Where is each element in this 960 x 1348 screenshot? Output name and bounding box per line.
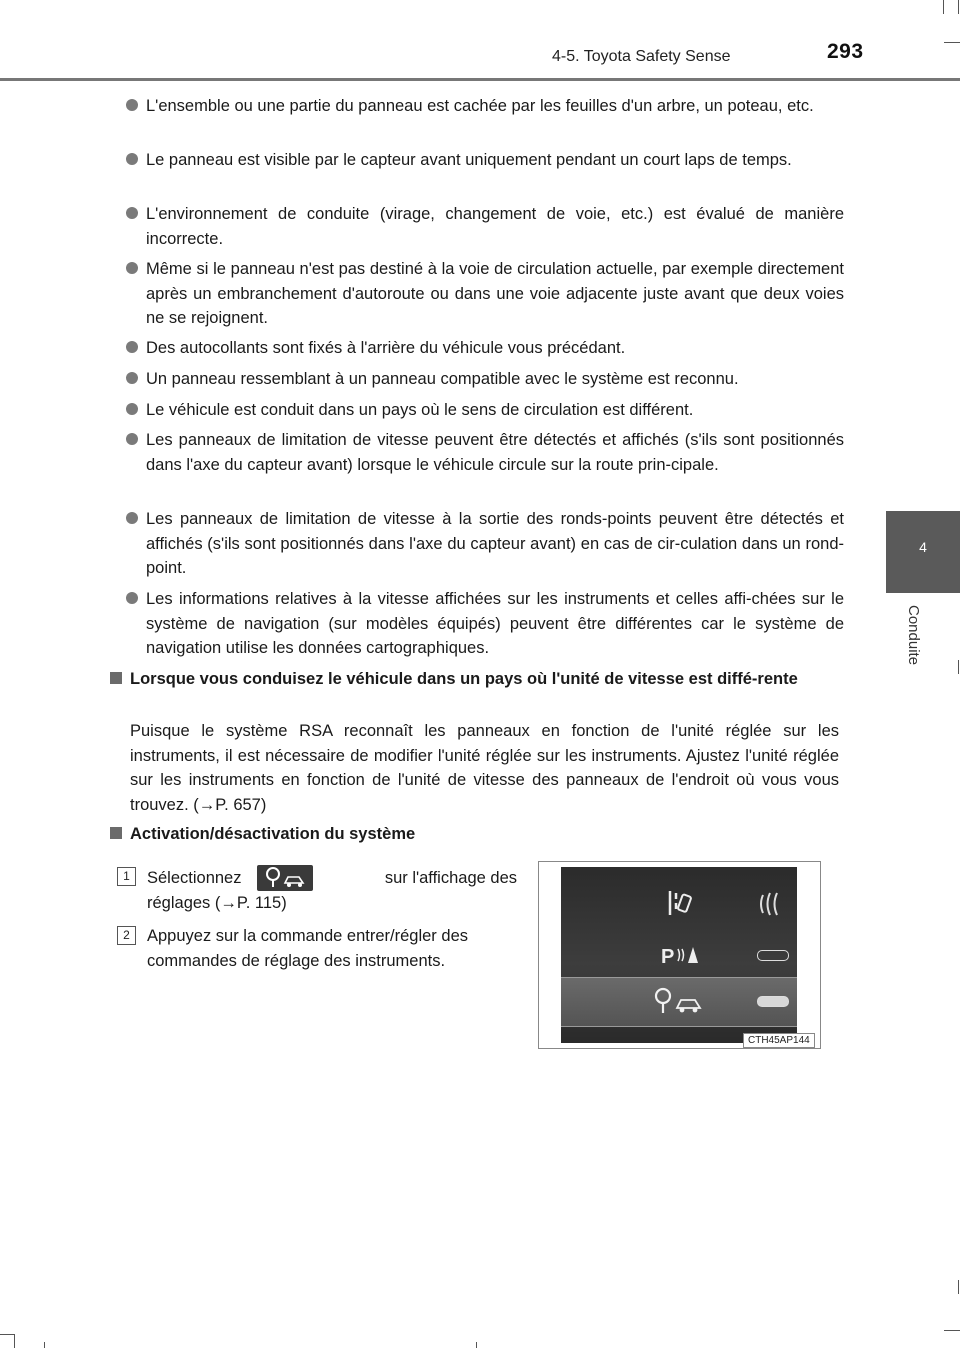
page-number: 293 (827, 40, 864, 63)
settings-row-parking (561, 931, 797, 979)
parking-sensor-icon (661, 941, 701, 969)
crop-mark (0, 1334, 14, 1335)
list-item-text: Un panneau ressemblant à un panneau compatible avec le système est reconnu. (146, 370, 739, 388)
list-item (126, 336, 844, 361)
bullet-icon (126, 433, 138, 445)
chapter-number: 4 (919, 539, 927, 555)
settings-row-rsa[interactable] (561, 977, 797, 1027)
radar-waves-icon (757, 891, 785, 917)
step-text-before: Sélectionnez (147, 868, 242, 887)
step-number: 1 (117, 867, 136, 886)
chapter-label: Conduite (905, 605, 922, 666)
crop-mark (14, 1334, 15, 1348)
section-heading-text: Lorsque vous conduisez le véhicule dans un pays où l'unité de vitesse est diffé-rente (130, 670, 798, 688)
list-item-text: Même si le panneau n'est pas destiné à la voie de circulation actuelle, par exemple directement après un embranchement d'autoroute ou dans une voie adjacente juste avant que deux voies ne se rejoignent. (146, 260, 844, 327)
section-paragraph: Puisque le système RSA reconnaît les panneaux en fonction de l'unité réglée sur les instruments, il est nécessaire de modifier l'unité réglée sur les instruments. Ajustez l'unité réglée sur les instruments en fonction de l'unité de vitesse des panneaux de l'endroit où vous vous trouvez. (→P. 657) (130, 722, 839, 814)
crop-mark (958, 1280, 959, 1294)
list-item (126, 507, 844, 581)
bullet-icon (126, 403, 138, 415)
bullet-icon (126, 262, 138, 274)
section-marker-icon (110, 827, 122, 839)
list-item-text: Le véhicule est conduit dans un pays où le sens de circulation est différent. (146, 401, 694, 419)
step-text-after-line2: réglages (→P. 115) (147, 894, 287, 912)
settings-screen (561, 867, 797, 1043)
page-header (0, 0, 960, 84)
crop-mark (476, 1342, 477, 1348)
list-item (126, 428, 844, 477)
crop-mark (944, 1330, 960, 1331)
list-item (126, 202, 844, 251)
section-marker-icon (110, 672, 122, 684)
list-item (126, 148, 844, 173)
list-item (126, 257, 844, 331)
step-item (117, 924, 517, 973)
header-rule (0, 78, 960, 81)
step-text (147, 865, 517, 916)
toggle-on-indicator (757, 996, 789, 1007)
crop-mark (958, 660, 959, 674)
list-item-text: Les panneaux de limitation de vitesse à la sortie des ronds-points peuvent être détectés et affichés (s'ils sont positionnés dans l'axe du capteur avant) en cas de cir-culation dans un rond-point. (146, 510, 844, 577)
list-item-text: Le panneau est visible par le capteur avant uniquement pendant un court laps de temps. (146, 151, 792, 169)
crop-mark (943, 0, 944, 14)
crop-mark (944, 42, 960, 43)
rsa-sign-car-icon (651, 986, 707, 1016)
toggle-off-indicator (757, 950, 789, 961)
step-item (117, 865, 517, 916)
section-heading-text: Activation/désactivation du système (130, 825, 416, 843)
list-item (126, 367, 844, 392)
bullet-icon (126, 512, 138, 524)
crop-mark (958, 0, 959, 14)
list-item-text: Des autocollants sont fixés à l'arrière du véhicule vous précédant. (146, 339, 626, 357)
step-number: 2 (117, 926, 136, 945)
list-item-text: L'ensemble ou une partie du panneau est cachée par les feuilles d'un arbre, un poteau, etc. (146, 97, 814, 115)
list-item (126, 398, 844, 423)
bullet-icon (126, 592, 138, 604)
crop-mark (44, 1342, 45, 1348)
bullet-icon (126, 207, 138, 219)
bullet-icon (126, 372, 138, 384)
list-item-text: Les informations relatives à la vitesse affichées sur les instruments et celles affi-chées sur le système de navigation (sur modèles équipés) peuvent être différentes car le système de navigation utilise les données cartographiques. (146, 590, 844, 657)
bullet-icon (126, 341, 138, 353)
step-text: Appuyez sur la commande entrer/régler des commandes de réglage des instruments. (147, 927, 468, 970)
list-item (126, 94, 844, 119)
list-item-text: Les panneaux de limitation de vitesse peuvent être détectés et affichés (s'ils sont positionnés dans l'axe du capteur avant) lorsque le véhicule circule sur la route prin-cipale. (146, 431, 844, 474)
lane-departure-icon (665, 889, 695, 917)
step-text-after-line1: sur l'affichage des (384, 868, 517, 887)
figure-code: CTH45AP144 (743, 1033, 815, 1048)
svg-text:P: P (661, 946, 675, 968)
section-heading (110, 822, 844, 847)
instrument-display-figure (538, 861, 821, 1049)
bullet-icon (126, 153, 138, 165)
section-title: 4-5. Toyota Safety Sense (552, 48, 731, 65)
bullet-icon (126, 99, 138, 111)
settings-row-lane (561, 881, 797, 929)
chapter-tab (886, 511, 960, 593)
section-heading (110, 667, 844, 692)
rsa-sign-car-icon (257, 865, 313, 891)
list-item (126, 587, 844, 661)
list-item-text: L'environnement de conduite (virage, changement de voie, etc.) est évalué de manière incorrecte. (146, 205, 844, 248)
